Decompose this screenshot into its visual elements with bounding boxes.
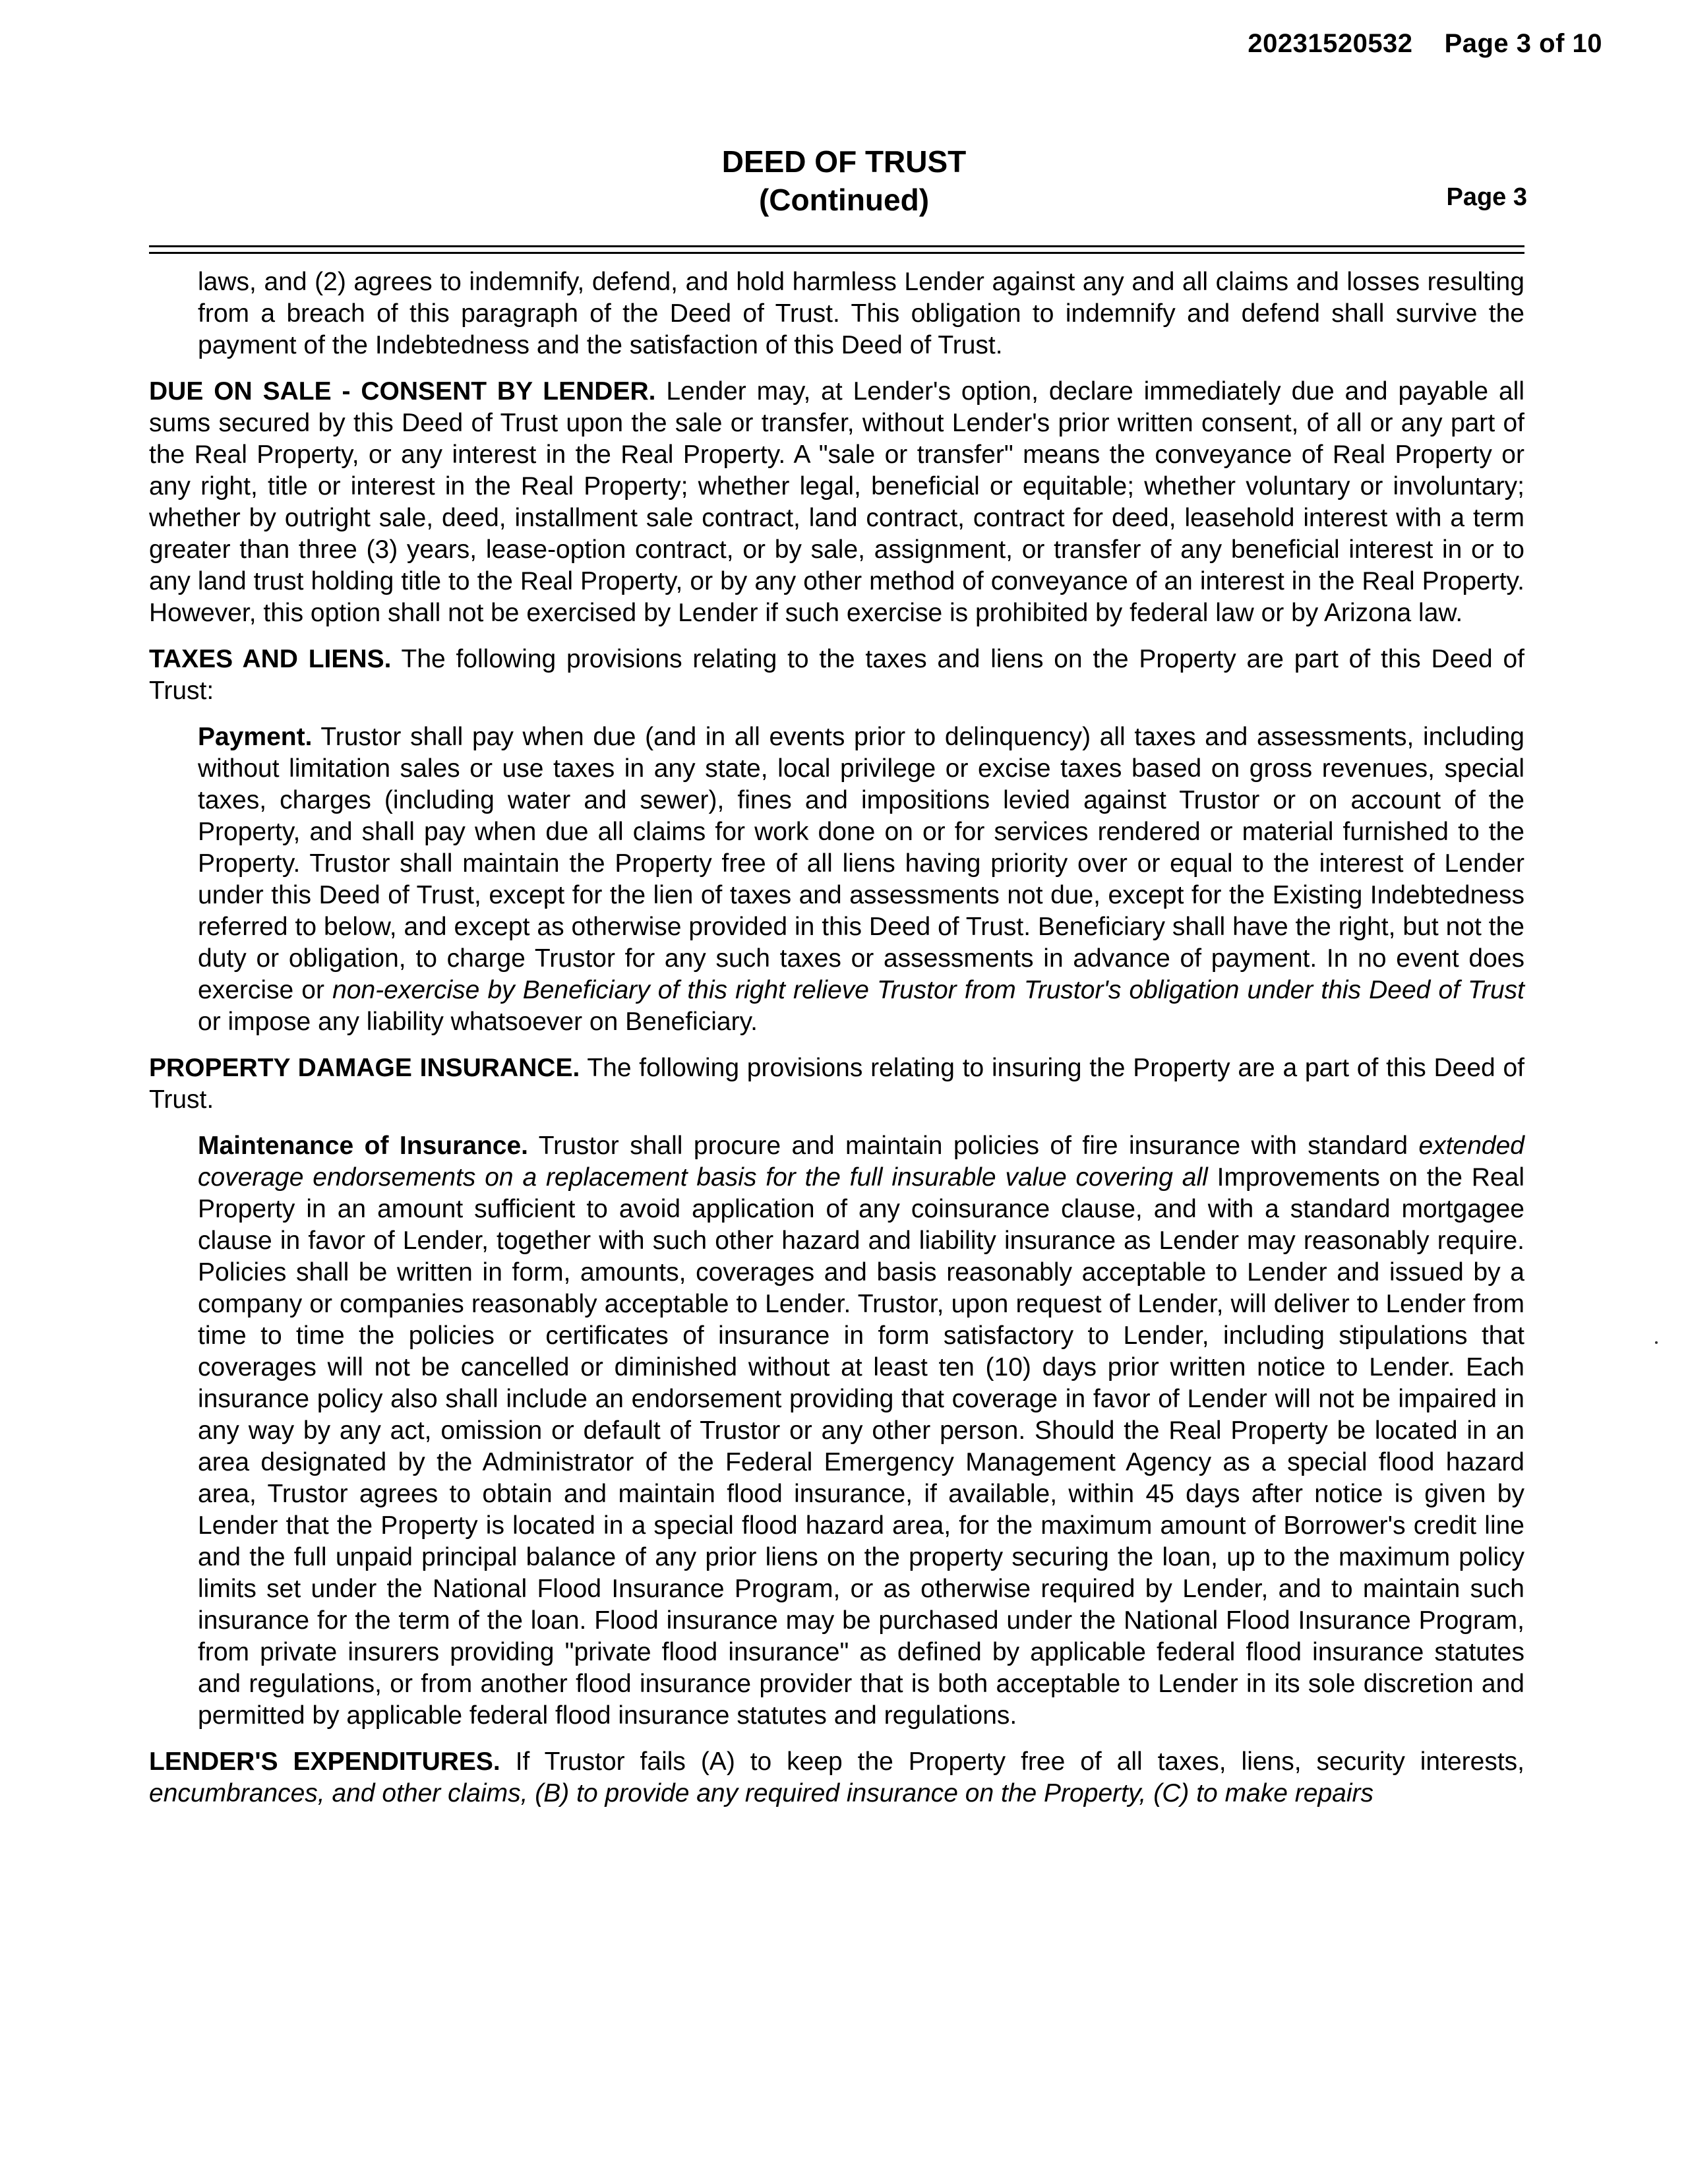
taxes-and-liens-paragraph: [149, 644, 1524, 707]
indemnify-paragraph: [198, 266, 1524, 361]
property-damage-insurance-paragraph: [149, 1052, 1524, 1116]
paragraph-text-end: Improvements on the Real Property in an amount sufficient to avoid application of any coinsurance clause, and with a standard mortgagee clause in favor of Lender, together with such other hazard and liability insurance as Lender may reasonably require. Policies shall be written in form, amounts, coverages and basis reasonably acceptable to Lender and issued by a company or companies reasonably acceptable to Lender. Trustor, upon request of Lender, will deliver to Lender from time to time the policies or certificates of insurance in form satisfactory to Lender, including stipulations that coverages will not be cancelled or diminished without at least ten (10) days prior written notice to Lender. Each insurance policy also shall include an endorsement providing that coverage in favor of Lender will not be impaired in any way by any act, omission or default of Trustor or any other person. Should the Real Property be located in an area designated by the Administrator of the Federal Emergency Management Agency as a special flood hazard area, Trustor agrees to obtain and maintain flood insurance, if available, within 45 days after notice is given by Lender that the Property is located in a special flood hazard area, for the maximum amount of Borrower's credit line and the full unpaid principal balance of any prior liens on the property securing the loan, up to the maximum policy limits set under the National Flood Insurance Program, or as otherwise required by Lender, and to maintain such insurance for the term of the loan. Flood insurance may be purchased under the National Flood Insurance Program, from private insurers providing "private flood insurance" as defined by applicable federal flood insurance statutes and regulations, or from another flood insurance provider that is both acceptable to Lender in its sole discretion and permitted by applicable federal flood insurance statutes and regulations.: [198, 1163, 1524, 1730]
maintenance-of-insurance-paragraph: [198, 1130, 1524, 1732]
scan-speck: [1655, 1341, 1658, 1344]
section-heading: LENDER'S EXPENDITURES.: [149, 1747, 500, 1776]
document-subtitle: (Continued): [758, 183, 930, 217]
payment-paragraph: [198, 721, 1524, 1038]
paragraph-text: Lender may, at Lender's option, declare immediately due and payable all sums secured by this Deed of Trust upon the sale or transfer, without Lender's prior written consent, of all or any part of the Real Property, or any interest in the Real Property. A "sale or transfer" means the conveyance of Real Property or any right, title or interest in the Real Property; whether legal, beneficial or equitable; whether voluntary or involuntary; whether by outright sale, deed, installment sale contract, land contract, contract for deed, leasehold interest with a term greater than three (3) years, lease-option contract, or by sale, assignment, or transfer of any beneficial interest in or to any land trust holding title to the Real Property, or by any other method of conveyance of an interest in the Real Property. However, this option shall not be exercised by Lender if such exercise is prohibited by federal law or by Arizona law.: [149, 377, 1524, 627]
section-heading: TAXES AND LIENS.: [149, 645, 392, 673]
header-rule-top: [149, 245, 1524, 247]
section-heading: DUE ON SALE - CONSENT BY LENDER.: [149, 377, 656, 406]
paragraph-text: The following provisions relating to insuring the Property are a part of this Deed of Trust.: [149, 1054, 1524, 1114]
page-count: Page 3 of 10: [1444, 29, 1602, 58]
paragraph-text-italic: extended coverage endorsements on a replacement basis for the full insurable value covering all: [198, 1132, 1524, 1192]
document-title: DEED OF TRUST: [721, 144, 967, 179]
document-number: 20231520532: [1248, 29, 1413, 58]
paragraph-text-italic: non-exercise by Beneficiary of this right relieve Trustor from Trustor's obligation under this Deed of Trust: [332, 976, 1524, 1004]
paragraph-text: laws, and (2) agrees to indemnify, defend, and hold harmless Lender against any and all claims and losses resulting from a breach of this paragraph of the Deed of Trust. This obligation to indemnify and defend shall survive the payment of the Indebtedness and the satisfaction of this Deed of Trust.: [198, 268, 1524, 359]
paragraph-text-italic: encumbrances, and other claims, (B) to provide any required insurance on the Property, (C) to make repairs: [149, 1779, 1373, 1807]
page-label: Page 3: [1446, 183, 1527, 211]
subsection-heading: Payment.: [198, 723, 313, 751]
paragraph-text: The following provisions relating to the taxes and liens on the Property are part of this Deed of Trust:: [149, 645, 1524, 705]
subsection-heading: Maintenance of Insurance.: [198, 1132, 528, 1160]
paragraph-text: If Trustor fails (A) to keep the Property free of all taxes, liens, security interests,: [500, 1747, 1524, 1776]
header-rule-bottom: [149, 252, 1524, 254]
due-on-sale-paragraph: [149, 376, 1524, 629]
paragraph-text: Trustor shall procure and maintain policies of fire insurance with standard: [528, 1132, 1419, 1160]
document-page-id: [1248, 29, 1602, 59]
document-title-block: [0, 142, 1688, 219]
section-heading: PROPERTY DAMAGE INSURANCE.: [149, 1054, 580, 1082]
lenders-expenditures-paragraph: [149, 1746, 1524, 1809]
document-body: [149, 266, 1524, 1824]
paragraph-text-end: or impose any liability whatsoever on Beneficiary.: [198, 1008, 758, 1036]
paragraph-text: Trustor shall pay when due (and in all events prior to delinquency) all taxes and assessments, including without limitation sales or use taxes in any state, local privilege or excise taxes based on gross revenues, special taxes, charges (including water and sewer), fines and impositions levied against Trustor or on account of the Property, and shall pay when due all claims for work done on or for services rendered or material furnished to the Property. Trustor shall maintain the Property free of all liens having priority over or equal to the interest of Lender under this Deed of Trust, except for the lien of taxes and assessments not due, except for the Existing Indebtedness referred to below, and except as otherwise provided in this Deed of Trust. Beneficiary shall have the right, but not the duty or obligation, to charge Trustor for any such taxes or assessments in advance of payment. In no event does exercise or: [198, 723, 1524, 1004]
